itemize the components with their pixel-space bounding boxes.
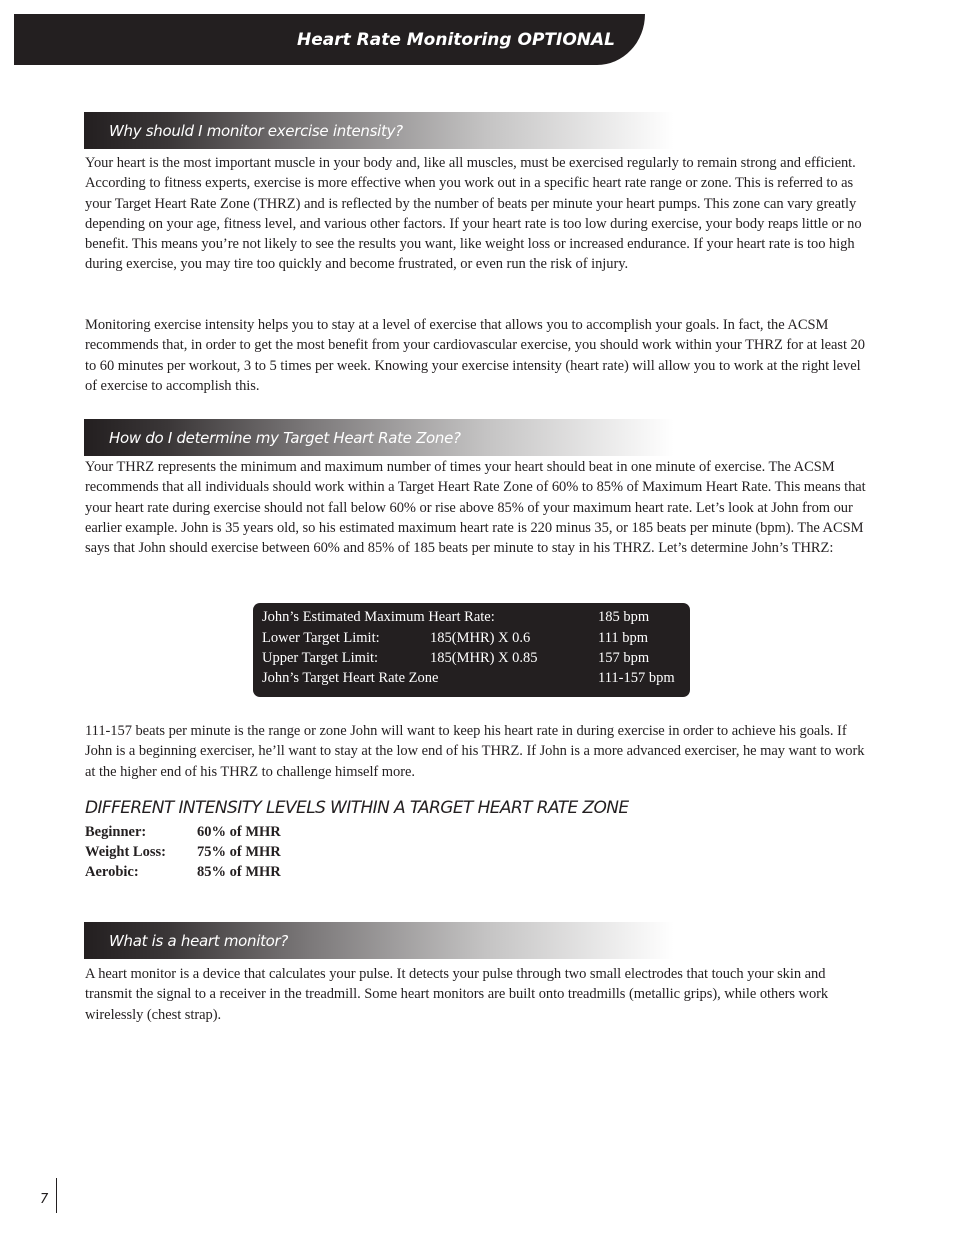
paragraph-zone-result: 111-157 beats per minute is the range or zone John will want to keep his heart rate in during exercise in order to achieve his goals. If John is a beginning exerciser, he’ll want to stay at the low end of his THRZ. If John is a more advanced exerciser, he may want to work at the higher end of his THRZ to challenge himself more.: [85, 723, 865, 780]
calc-row: [253, 628, 690, 648]
intensity-level-label: Weight Loss:: [85, 844, 166, 860]
calc-label: Upper Target Limit:: [262, 650, 379, 666]
intensity-level-label: Beginner:: [85, 824, 147, 840]
section-heading-why-monitor: [84, 112, 674, 149]
intensity-level-value: 75% of MHR: [197, 844, 281, 860]
paragraph-heart-monitor: A heart monitor is a device that calculates your pulse. It detects your pulse through two small electrodes that touch your skin and transmit the signal to a receiver in the treadmill. Some heart monitors are built onto treadmills (metallic grips), while others work wirelessly (chest strap).: [85, 966, 829, 1023]
section-heading-text: What is a heart monitor?: [109, 932, 289, 950]
calc-row: [253, 648, 690, 668]
section-heading-text: How do I determine my Target Heart Rate Zone?: [109, 429, 461, 447]
paragraph-heart-importance: Your heart is the most important muscle in your body and, like all muscles, must be exercised regularly to remain strong and efficient. According to fitness experts, exercise is more effective when you work out in a specific heart rate range or zone. This is referred to as your Target Heart Rate Zone (THRZ) and is reflected by the number of beats per minute your heart pumps. This zone can vary greatly depending on your age, fitness level, and various other factors. If your heart rate is too low during exercise, your body reaps little or no benefit. This means you’re not likely to see the results you want, like weight loss or increased endurance. If your heart rate is too high during exercise, you may tire too quickly and become frustrated, or even run the risk of injury.: [85, 155, 862, 273]
calc-value: 111 bpm: [598, 630, 649, 646]
section-heading-heart-monitor: [84, 922, 674, 959]
intensity-levels-title: DIFFERENT INTENSITY LEVELS WITHIN A TARGET HEART RATE ZONE: [85, 798, 629, 818]
intensity-level-label: Aerobic:: [85, 864, 139, 880]
section-heading-determine-thrz: [84, 419, 674, 456]
calc-value: 111-157 bpm: [598, 670, 675, 686]
page-number-divider: [56, 1178, 57, 1213]
calc-value: 157 bpm: [598, 650, 650, 666]
paragraph-monitoring-intensity: Monitoring exercise intensity helps you to stay at a level of exercise that allows you to accomplish your goals. In fact, the ACSM recommends that, in order to get the most benefit from your cardiovascular exercise, you should work within your THRZ for at least 20 to 60 minutes per workout, 3 to 5 times per week. Knowing your exercise intensity (heart rate) will allow you to work at the right level of exercise to accomplish this.: [85, 317, 865, 394]
calc-row: [253, 607, 690, 627]
intensity-level-value: 85% of MHR: [197, 864, 281, 880]
paragraph-thrz-explanation: Your THRZ represents the minimum and maximum number of times your heart should beat in one minute of exercise. The ACSM recommends that all individuals should work within a Target Heart Rate Zone of 60% to 85% of Maximum Heart Rate. This means that your heart rate during exercise should not fall below 60% or rise above 85% of your maximum heart rate. Let’s look at John from our earlier example. John is 35 years old, so his estimated maximum heart rate is 220 minus 35, or 185 beats per minute (bpm). The ACSM says that John should exercise between 60% and 85% of 185 beats per minute to stay in his THRZ. Let’s determine John’s THRZ:: [85, 459, 866, 557]
section-heading-text: Why should I monitor exercise intensity?: [109, 122, 403, 140]
page-banner: [14, 14, 645, 65]
banner-title: Heart Rate Monitoring OPTIONAL: [296, 29, 615, 50]
calc-label: Lower Target Limit:: [262, 630, 380, 646]
calc-formula: 185(MHR) X 0.6: [430, 630, 531, 646]
calc-value: 185 bpm: [598, 609, 650, 625]
calc-label: John’s Estimated Maximum Heart Rate:: [262, 609, 495, 625]
intensity-level-value: 60% of MHR: [197, 824, 281, 840]
page-number: 7: [40, 1192, 49, 1207]
calc-formula: 185(MHR) X 0.85: [430, 650, 538, 666]
calc-row: [253, 668, 690, 688]
calc-label: John’s Target Heart Rate Zone: [262, 670, 439, 686]
thrz-calculation-box: [253, 603, 690, 697]
